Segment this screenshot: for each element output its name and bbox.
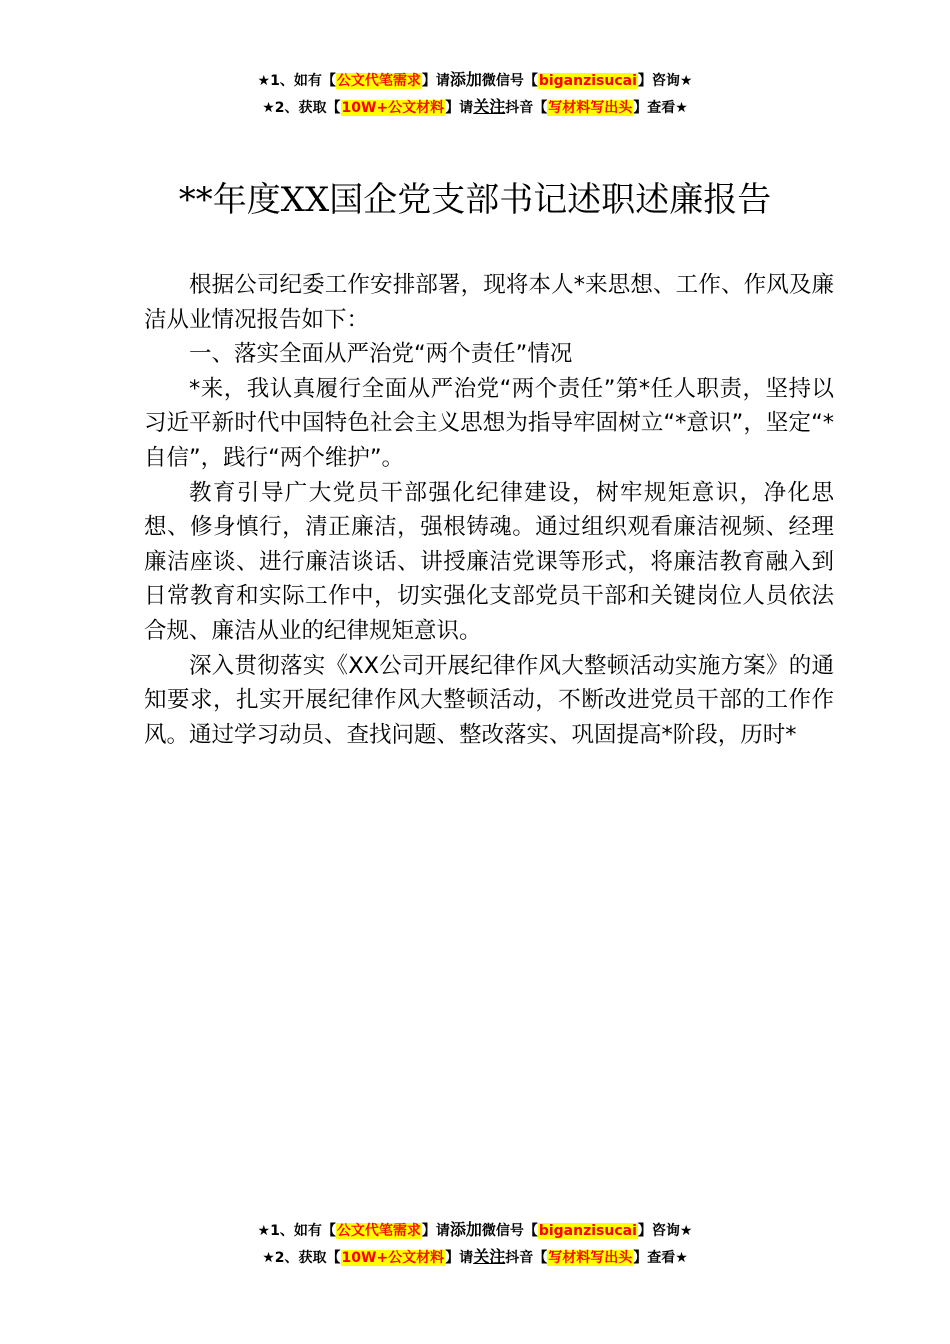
promo-line-1-mid2: 微信号【	[481, 73, 538, 89]
promo-line-2	[0, 1244, 950, 1271]
promo-line-1-suffix: 】咨询★	[637, 1223, 693, 1239]
paragraph: *来，我认真履行全面从严治党“两个责任”第*任人职责，坚持以习近平新时代中国特色社会主义思想为指导牢固树立“*意识”，坚定“*自信”，践行“两个维护”。	[144, 375, 834, 471]
promo-highlight-douyin-account: 写材料写出头	[548, 100, 633, 116]
promo-line-2-mid1: 】请	[445, 100, 474, 116]
promo-line-2	[0, 94, 950, 121]
promo-highlight-materials: 10W+公文材料	[341, 100, 445, 116]
promo-footer	[0, 1217, 950, 1271]
promo-highlight-wechat-id: biganzisucai	[538, 73, 637, 89]
promo-line-1-prefix: ★1、如有【	[257, 1223, 336, 1239]
promo-line-2-mid2: 抖音【	[505, 1250, 548, 1266]
promo-line-2-prefix: ★2、获取【	[262, 100, 341, 116]
document-body	[144, 268, 834, 752]
section-heading: 一、落实全面从严治党“两个责任”情况	[189, 341, 573, 368]
promo-line-1-emphasis: 添加	[449, 70, 482, 89]
promo-highlight-materials: 10W+公文材料	[341, 1250, 445, 1266]
promo-line-1-mid2: 微信号【	[481, 1223, 538, 1239]
promo-line-1-prefix: ★1、如有【	[257, 73, 336, 89]
promo-line-2-suffix: 】查看★	[633, 1250, 688, 1266]
promo-line-1	[0, 67, 950, 94]
promo-highlight-wechat-id: biganzisucai	[538, 1223, 637, 1239]
promo-line-2-mid2: 抖音【	[505, 100, 548, 116]
promo-line-2-mid1: 】请	[445, 1250, 474, 1266]
document-title: **年度XX国企党支部书记述职述廉报告	[178, 180, 772, 220]
promo-highlight-service: 公文代笔需求	[336, 1223, 421, 1239]
paragraph: 教育引导广大党员干部强化纪律建设，树牢规矩意识，净化思想、修身慎行，清正廉洁，强根铸魂。通过组织观看廉洁视频、经理廉洁座谈、进行廉洁谈话、讲授廉洁党课等形式，将廉洁教育融入到日常教育和实际工作中，切实强化支部党员干部和关键岗位人员依法合规、廉洁从业的纪律规矩意识。	[144, 479, 834, 644]
promo-line-1	[0, 1217, 950, 1244]
promo-line-1-mid1: 】请	[421, 1223, 450, 1239]
promo-line-1-emphasis: 添加	[449, 1220, 482, 1239]
paragraph-intro: 根据公司纪委工作安排部署，现将本人*来思想、工作、作风及廉洁从业情况报告如下：	[144, 272, 834, 333]
promo-line-2-prefix: ★2、获取【	[262, 1250, 341, 1266]
promo-highlight-service: 公文代笔需求	[336, 73, 421, 89]
promo-highlight-douyin-account: 写材料写出头	[548, 1250, 633, 1266]
paragraph: 深入贯彻落实《XX公司开展纪律作风大整顿活动实施方案》的通知要求，扎实开展纪律作风大整顿活动，不断改进党员干部的工作作风。通过学习动员、查找问题、整改落实、巩固提高*阶段，历时*	[144, 652, 834, 748]
promo-line-2-suffix: 】查看★	[633, 100, 688, 116]
promo-line-1-mid1: 】请	[421, 73, 450, 89]
promo-line-2-emphasis: 关注	[473, 97, 506, 116]
promo-header	[0, 67, 950, 121]
promo-line-2-emphasis: 关注	[473, 1247, 506, 1266]
promo-line-1-suffix: 】咨询★	[637, 73, 693, 89]
